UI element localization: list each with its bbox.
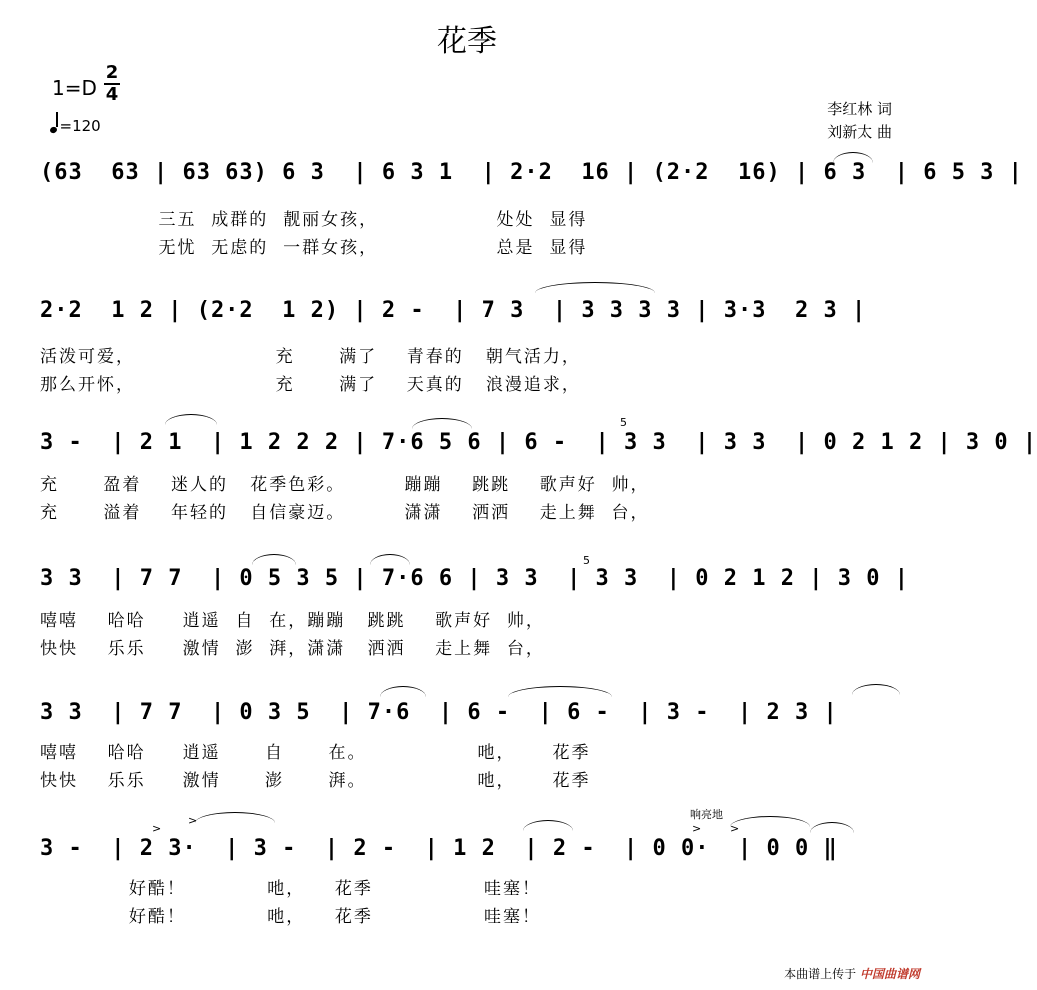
slur xyxy=(165,414,217,425)
slur xyxy=(810,822,854,833)
notation-line: 2·2 1 2 | (2·2 1 2) | 2 - | 7 3 | 3 3 3 3 | 3·3 2 3 | xyxy=(40,298,867,323)
accent-mark: > xyxy=(188,814,198,827)
slur xyxy=(370,554,410,565)
lyrics-verse-2: 那么开怀， 充 满了 天真的 浪漫追求， xyxy=(40,375,581,395)
slur xyxy=(730,816,810,827)
slur xyxy=(195,812,275,823)
note-stem xyxy=(56,112,58,127)
lyrics-verse-2: 无忧 无虑的 一群女孩， 总是 显得 xyxy=(40,238,588,258)
notation-line: 3 3 | 7 7 | 0 5 3 5 | 7·6 6 | 3 3 | 3 3 | 0 2 1 2 | 3 0 | xyxy=(40,566,909,591)
lyrics-verse-2: 充 溢着 年轻的 自信豪迈。 潇潇 洒洒 走上舞 台， xyxy=(40,503,650,523)
notation-line: (63 63 | 63 63) 6 3 | 6 3 1 | 2·2 16 | (2·2 16) | 6 3 | 6 5 3 | xyxy=(40,160,1023,185)
lyrics-verse-1: 活泼可爱， 充 满了 青春的 朝气活力， xyxy=(40,347,581,367)
quarter-note-icon xyxy=(49,126,58,134)
slur xyxy=(252,554,296,565)
slur xyxy=(535,282,655,293)
lyrics-verse-1: 嘻嘻 哈哈 逍遥 自 在。 吔， 花季 xyxy=(40,743,591,763)
footer-text: 本曲谱上传于 xyxy=(784,967,857,981)
slur xyxy=(852,684,900,695)
slur xyxy=(412,418,472,429)
tempo-value: =120 xyxy=(59,117,101,135)
slur xyxy=(508,686,612,697)
lyrics-verse-2: 好酷！ 吔， 花季 哇塞！ xyxy=(40,907,541,927)
time-signature xyxy=(103,63,121,105)
slur xyxy=(523,820,573,831)
page-title: 花季 xyxy=(437,24,497,59)
key-signature: 1=D xyxy=(52,76,97,100)
slur xyxy=(833,152,873,163)
slur xyxy=(380,686,426,697)
time-signature-top: 2 xyxy=(105,62,119,83)
grace-note-mark: 5 xyxy=(583,554,590,567)
lyrics-verse-1: 嘻嘻 哈哈 逍遥 自 在，蹦蹦 跳跳 歌声好 帅， xyxy=(40,611,545,631)
lyrics-verse-1: 好酷！ 吔， 花季 哇塞！ xyxy=(40,879,541,899)
time-signature-bottom: 4 xyxy=(105,84,119,105)
grace-note-mark: 5 xyxy=(620,416,627,429)
accent-mark: > xyxy=(730,822,740,835)
accent-mark: > xyxy=(692,822,702,835)
lyrics-verse-2: 快快 乐乐 激情 澎 湃，潇潇 洒洒 走上舞 台， xyxy=(40,639,545,659)
lyricist-credit: 李红林 词 xyxy=(827,100,892,118)
lyrics-verse-2: 快快 乐乐 激情 澎 湃。 吔， 花季 xyxy=(40,771,591,791)
accent-mark: > xyxy=(152,822,162,835)
tempo-mark xyxy=(50,116,101,135)
composer-credit: 刘新太 曲 xyxy=(827,123,892,141)
footer xyxy=(784,965,920,982)
notation-line: 3 3 | 7 7 | 0 3 5 | 7·6 | 6 - | 6 - | 3 - | 2 3 | xyxy=(40,700,838,725)
dynamics-mark: 响亮地 xyxy=(690,808,723,821)
site-logo[interactable]: 中国曲谱网 xyxy=(859,967,920,981)
lyrics-verse-1: 充 盈着 迷人的 花季色彩。 蹦蹦 跳跳 歌声好 帅， xyxy=(40,475,650,495)
notation-line: 3 - | 2 1 | 1 2 2 2 | 7·6 5 6 | 6 - | 3 3 | 3 3 | 0 2 1 2 | 3 0 | xyxy=(40,430,1037,455)
notation-line: 3 - | 2 3· | 3 - | 2 - | 1 2 | 2 - | 0 0· | 0 0 ‖ xyxy=(40,836,838,861)
lyrics-verse-1: 三五 成群的 靓丽女孩， 处处 显得 xyxy=(40,210,588,230)
